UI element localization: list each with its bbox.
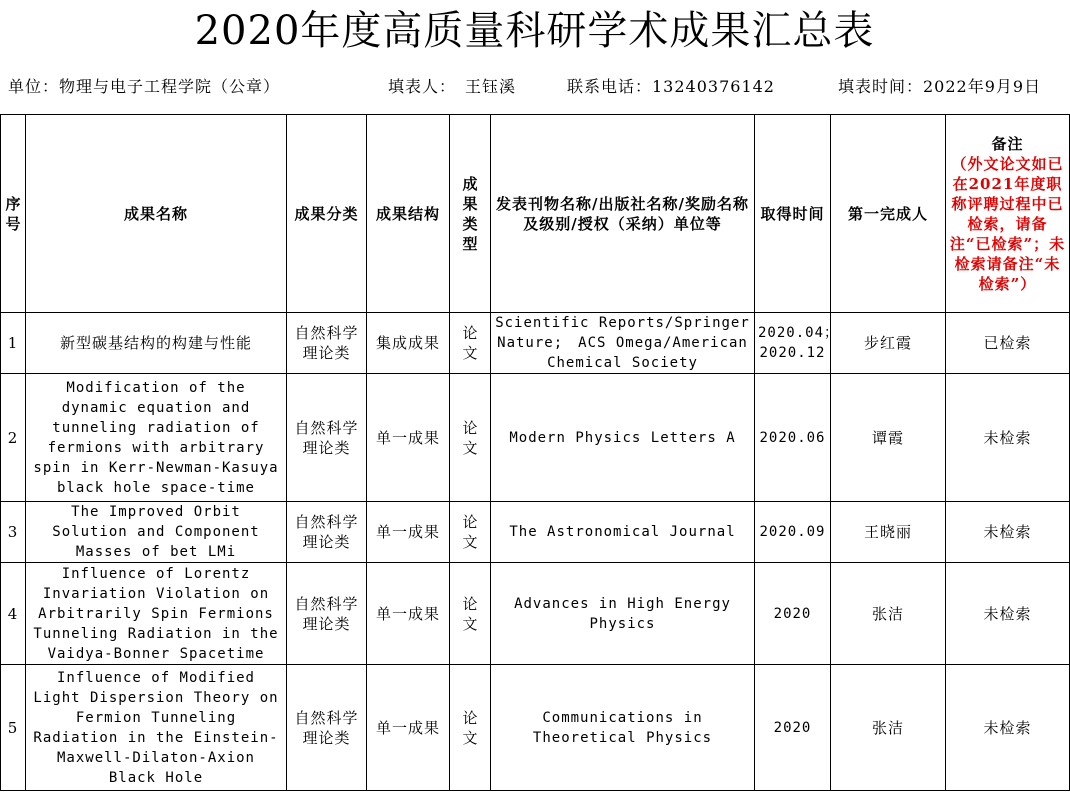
cell-remark: 未检索: [946, 374, 1070, 502]
header-type: 成果类型: [450, 115, 491, 313]
filler-label: 填表人： 王钰溪: [388, 77, 517, 96]
cell-remark: 已检索: [946, 313, 1070, 374]
header-structure: 成果结构: [367, 115, 450, 313]
cell-remark: 未检索: [946, 563, 1070, 665]
remark-note: （外文论文如已在2021年度职称评聘过程中已检索，请备注“已检索”；未检索请备注“未检索”）: [949, 154, 1066, 293]
cell-name: Influence of Modified Light Dispersion Theory on Fermion Tunneling Radiation in the Einstein-Maxwell-Dilaton-Axion Black Hole: [26, 665, 287, 791]
table-row: [1, 374, 1070, 502]
remark-title: 备注: [991, 134, 1024, 153]
cell-time: 2020: [755, 563, 831, 665]
cell-type: 论文: [450, 502, 491, 563]
header-category: 成果分类: [287, 115, 367, 313]
cell-author: 步红霞: [831, 313, 946, 374]
cell-seq: 5: [1, 665, 26, 791]
cell-remark: 未检索: [946, 502, 1070, 563]
cell-category: 自然科学理论类: [287, 665, 367, 791]
info-bar: [0, 72, 1069, 102]
cell-structure: 集成成果: [367, 313, 450, 374]
cell-category: 自然科学理论类: [287, 502, 367, 563]
cell-time: 2020.06: [755, 374, 831, 502]
cell-author: 王晓丽: [831, 502, 946, 563]
cell-type: 论文: [450, 563, 491, 665]
unit-label: 单位：物理与电子工程学院（公章）: [8, 77, 281, 96]
cell-time: 2020.04；2020.12: [755, 313, 831, 374]
header-author: 第一完成人: [831, 115, 946, 313]
cell-author: 谭霞: [831, 374, 946, 502]
cell-type: 论文: [450, 374, 491, 502]
header-publisher: 发表刊物名称/出版社名称/奖励名称及级别/授权（采纳）单位等: [491, 115, 755, 313]
cell-seq: 3: [1, 502, 26, 563]
cell-category: 自然科学理论类: [287, 563, 367, 665]
cell-structure: 单一成果: [367, 665, 450, 791]
table-row: [1, 313, 1070, 374]
cell-author: 张洁: [831, 563, 946, 665]
cell-seq: 2: [1, 374, 26, 502]
cell-time: 2020.09: [755, 502, 831, 563]
cell-publisher: Scientific Reports/Springer Nature; ACS Omega/American Chemical Society: [491, 313, 755, 374]
table-row: [1, 502, 1070, 563]
cell-publisher: Modern Physics Letters A: [491, 374, 755, 502]
cell-type: 论文: [450, 313, 491, 374]
cell-name: 新型碳基结构的构建与性能: [26, 313, 287, 374]
cell-publisher: Communications in Theoretical Physics: [491, 665, 755, 791]
cell-category: 自然科学理论类: [287, 374, 367, 502]
cell-name: Influence of Lorentz Invariation Violation on Arbitrarily Spin Fermions Tunneling Radiation in the Vaidya-Bonner Spacetime: [26, 563, 287, 665]
header-seq: 序号: [1, 115, 26, 313]
cell-category: 自然科学理论类: [287, 313, 367, 374]
header-name: 成果名称: [26, 115, 287, 313]
cell-name: Modification of the dynamic equation and tunneling radiation of fermions with arbitrary spin in Kerr-Newman-Kasuya black hole space-time: [26, 374, 287, 502]
cell-structure: 单一成果: [367, 374, 450, 502]
cell-structure: 单一成果: [367, 563, 450, 665]
cell-name: The Improved Orbit Solution and Component Masses of bet LMi: [26, 502, 287, 563]
table-row: [1, 665, 1070, 791]
results-table: [0, 114, 1070, 791]
header-remark: [946, 115, 1070, 313]
date-label: 填表时间：2022年9月9日: [838, 77, 1042, 96]
cell-publisher: Advances in High Energy Physics: [491, 563, 755, 665]
cell-seq: 4: [1, 563, 26, 665]
cell-publisher: The Astronomical Journal: [491, 502, 755, 563]
phone-label: 联系电话：13240376142: [567, 77, 775, 96]
header-time: 取得时间: [755, 115, 831, 313]
table-row: [1, 563, 1070, 665]
cell-time: 2020: [755, 665, 831, 791]
cell-structure: 单一成果: [367, 502, 450, 563]
page-title: 2020年度高质量科研学术成果汇总表: [194, 8, 875, 54]
cell-type: 论文: [450, 665, 491, 791]
cell-remark: 未检索: [946, 665, 1070, 791]
cell-author: 张洁: [831, 665, 946, 791]
cell-seq: 1: [1, 313, 26, 374]
header-row: [1, 115, 1070, 313]
